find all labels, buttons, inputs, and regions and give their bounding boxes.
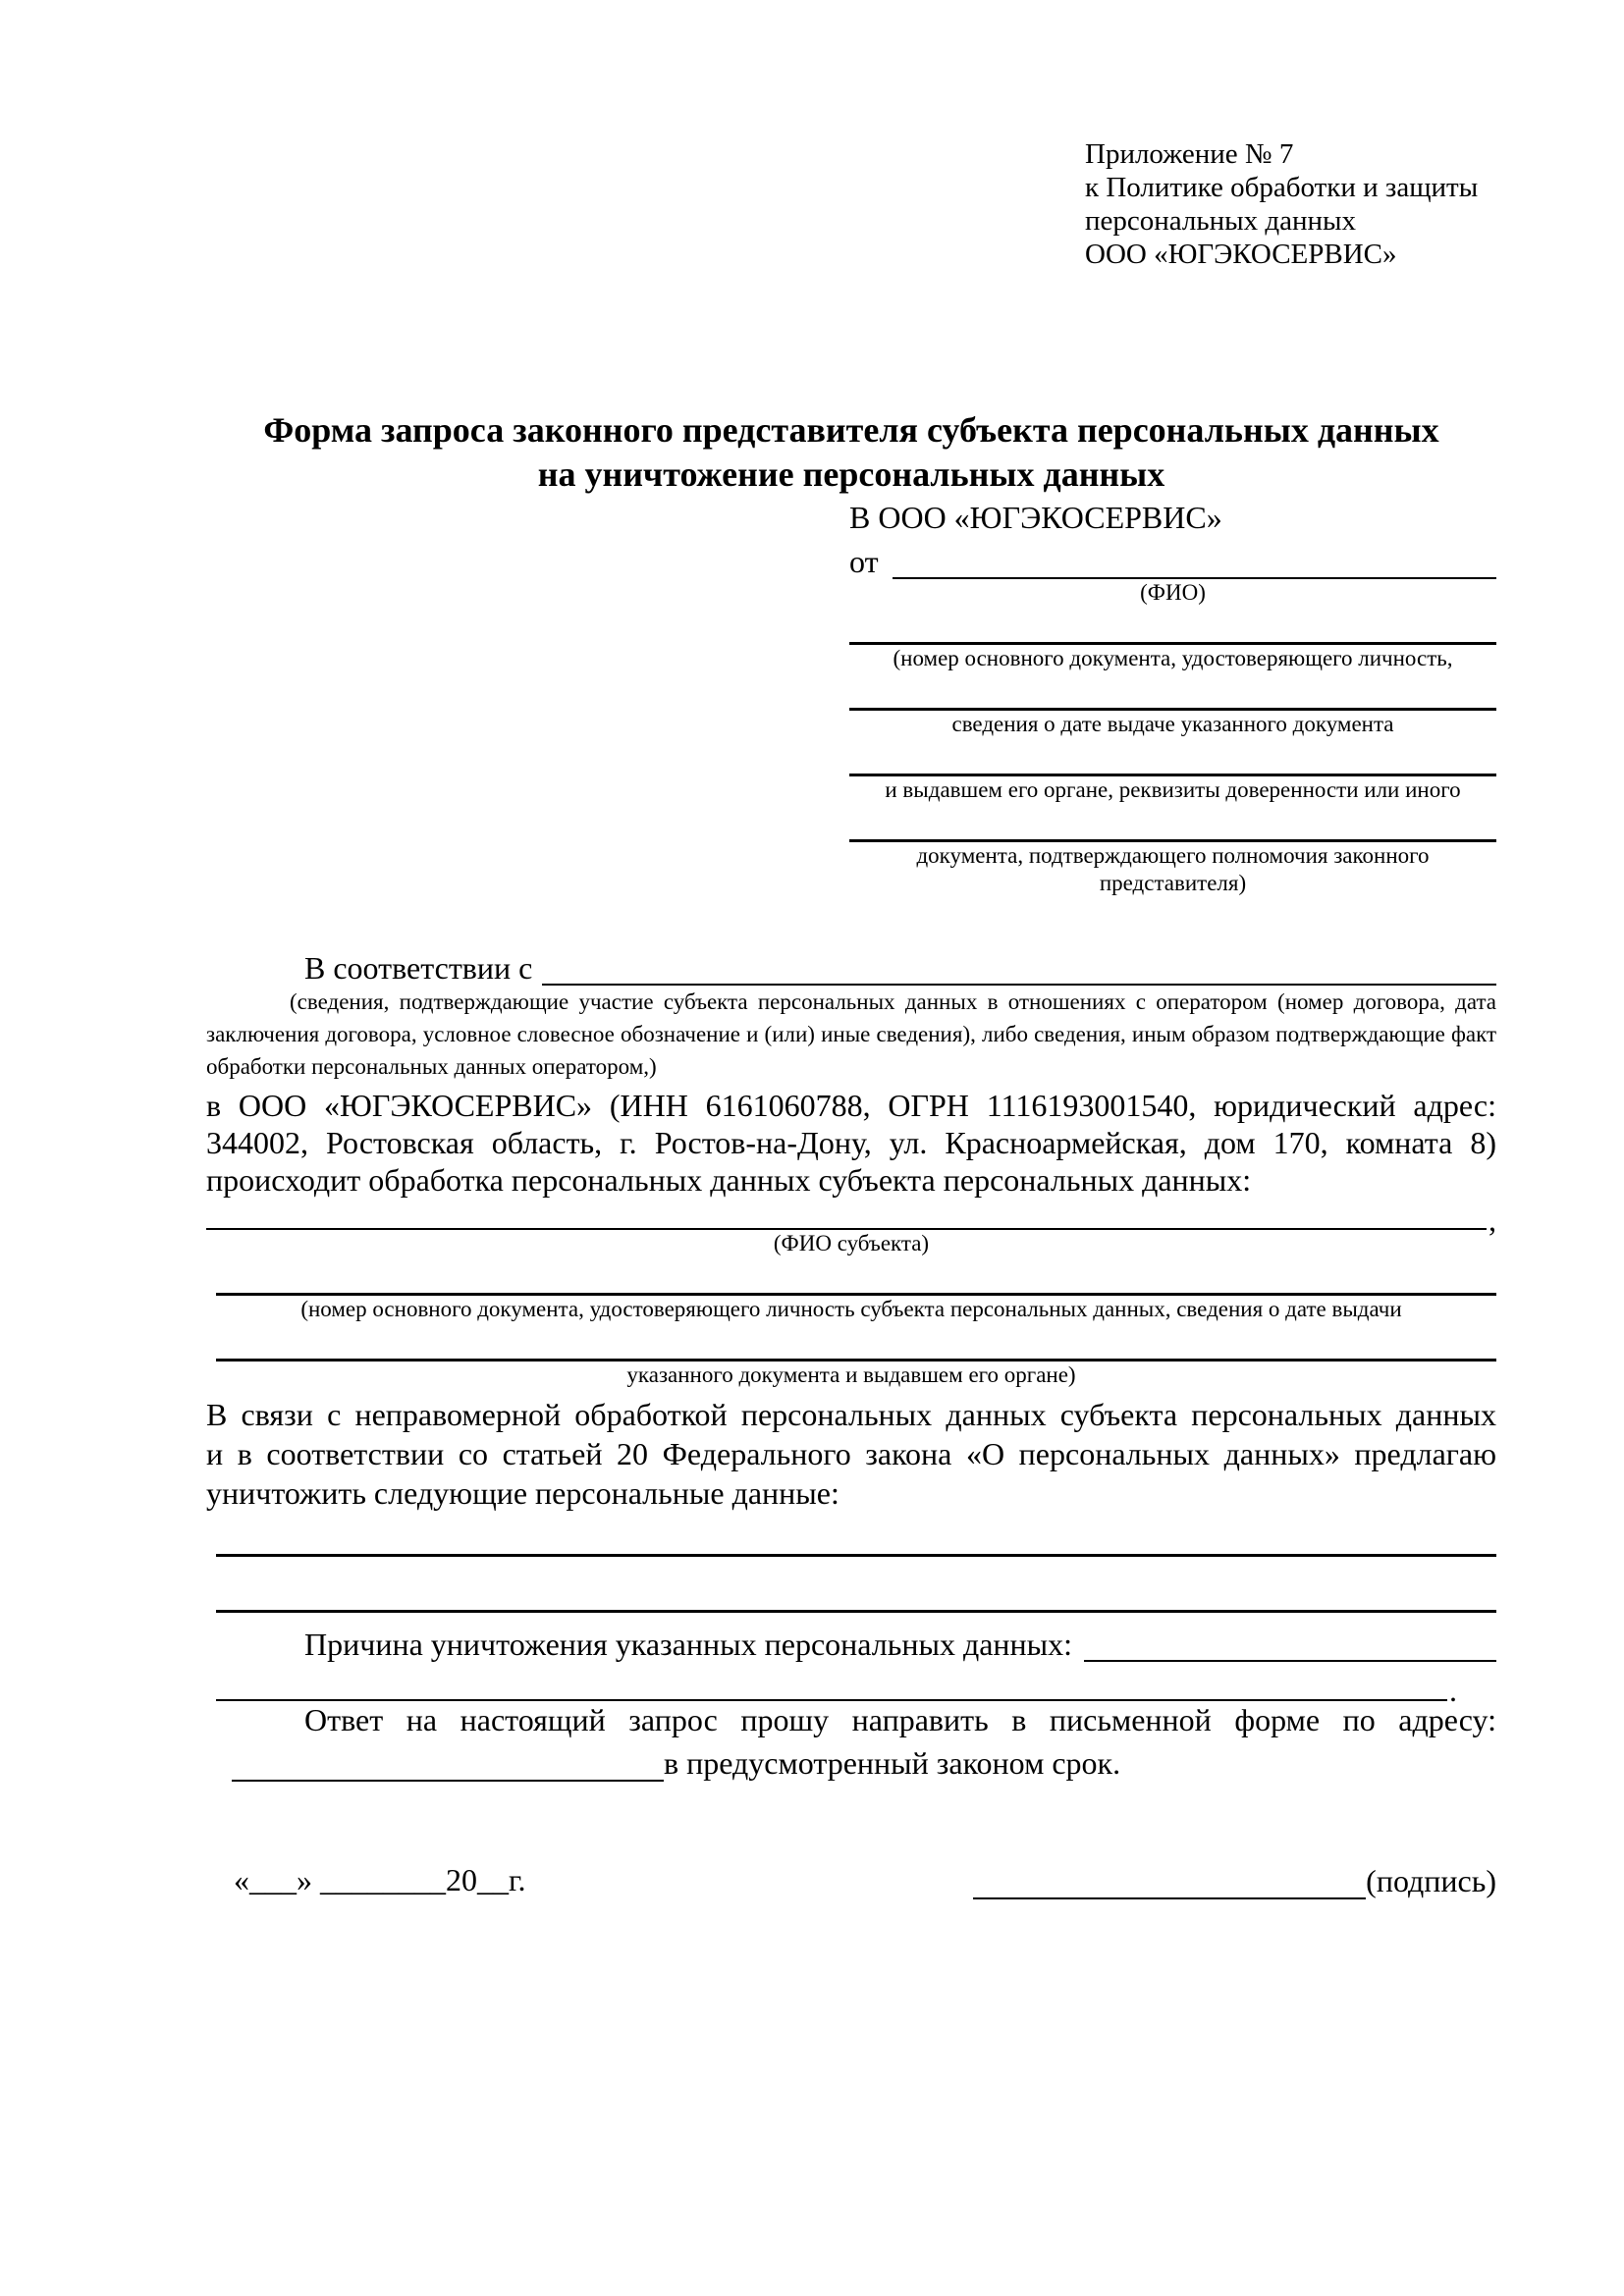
accordance-note-line-3: обработки персональных данных оператором,): [206, 1054, 657, 1079]
annex-line-3: персональных данных: [1085, 205, 1357, 237]
reason-blank-line: [1084, 1619, 1496, 1662]
operator-paragraph-line-1: в ООО «ЮГЭКОСЕРВИС» (ИНН 6161060788, ОГРН 1116193001540, юридический адрес:: [206, 1088, 1496, 1123]
issuing-authority-caption: и выдавшем его органе, реквизиты доверенности или иного: [885, 777, 1461, 802]
request-paragraph: [206, 1395, 1496, 1513]
reason-continuation-blank-line: [216, 1660, 1447, 1701]
blank-line-issue-date: [849, 672, 1496, 711]
operator-paragraph: [206, 1087, 1496, 1199]
issue-date-caption: сведения о дате выдаче указанного документа: [951, 712, 1394, 736]
fio-caption: (ФИО): [1140, 580, 1206, 605]
blank-line-document-number: [849, 607, 1496, 645]
response-address-blank-line: [232, 1736, 664, 1782]
reason-label: Причина уничтожения указанных персональных данных:: [304, 1627, 1073, 1662]
subject-authority-blank-line: [216, 1323, 1496, 1362]
annex-line-4: ООО «ЮГЭКОСЕРВИС»: [1085, 239, 1397, 270]
data-to-destroy-blank-line-2: [216, 1557, 1496, 1613]
title-line-2: на уничтожение персональных данных: [537, 454, 1165, 494]
subject-name-blank-line: [206, 1197, 1487, 1230]
signature-blank-line: [973, 1864, 1366, 1899]
from-field-row: [849, 538, 1496, 579]
addressee-block: [849, 497, 1496, 897]
reason-row: [206, 1621, 1496, 1662]
from-blank-line: [893, 536, 1496, 579]
accordance-blank-line: [542, 942, 1496, 986]
annex-line-2: к Политике обработки и защиты: [1085, 172, 1479, 203]
reason-continuation-row: [216, 1662, 1496, 1708]
request-paragraph-line-2: и в соответствии со статьей 20 Федерального закона «О персональных данных» предлагаю: [206, 1436, 1496, 1471]
from-label: от: [849, 544, 879, 579]
accordance-row: [206, 944, 1496, 986]
subject-document-caption-1: (номер основного документа, удостоверяющего личность субъекта персональных данных, сведения о дате выдачи: [300, 1297, 1402, 1321]
accordance-note-line-2: заключения договора, условное словесное обозначение и (или) иные сведения), либо сведения, иным образом подтверждающие факт: [206, 1022, 1496, 1046]
annex-block: [1085, 137, 1496, 271]
signature-caption: (подпись): [1366, 1863, 1496, 1898]
blank-line-issuing-authority: [849, 738, 1496, 776]
title-line-1: Форма запроса законного представителя субъекта персональных данных: [263, 410, 1439, 450]
data-to-destroy-blank-line-1: [216, 1513, 1496, 1557]
accordance-note-line-1: (сведения, подтверждающие участие субъекта персональных данных в отношениях с оператором (номер договора, дата: [290, 989, 1496, 1014]
subject-fio-caption: (ФИО субъекта): [773, 1231, 930, 1255]
operator-paragraph-line-3: происходит обработка персональных данных субъекта персональных данных:: [206, 1162, 1252, 1198]
subject-name-comma: ,: [1489, 1202, 1496, 1238]
operator-paragraph-line-2: 344002, Ростовская область, г. Ростов-на-Дону, ул. Красноармейская, дом 170, комната 8): [206, 1125, 1496, 1160]
signature-group: [973, 1862, 1496, 1899]
accordance-note: [206, 986, 1496, 1083]
reason-period: .: [1449, 1673, 1457, 1708]
accordance-lead: В соответствии с: [304, 950, 533, 986]
response-address-row: [232, 1738, 1496, 1782]
authority-document-caption: документа, подтверждающего полномочия законного представителя): [916, 843, 1430, 895]
subject-document-blank-line: [216, 1257, 1496, 1296]
signing-row: [206, 1860, 1496, 1899]
blank-line-authority-document: [849, 804, 1496, 842]
response-tail: в предусмотренный законом срок.: [664, 1745, 1121, 1781]
subject-document-caption-2: указанного документа и выдавшем его органе): [626, 1362, 1076, 1387]
document-number-caption: (номер основного документа, удостоверяющего личность,: [893, 646, 1453, 670]
document-title: [206, 408, 1496, 497]
request-paragraph-line-3: уничтожить следующие персональные данные:: [206, 1475, 839, 1511]
annex-line-1: Приложение № 7: [1085, 138, 1294, 170]
date-template: «___» ________20__г.: [234, 1862, 526, 1897]
request-paragraph-line-1: В связи с неправомерной обработкой персональных данных субъекта персональных данных: [206, 1397, 1496, 1432]
response-sentence: Ответ на настоящий запрос прошу направить в письменной форме по адресу:: [304, 1702, 1496, 1737]
subject-name-row: [206, 1199, 1496, 1238]
addressee-organization: В ООО «ЮГЭКОСЕРВИС»: [849, 500, 1222, 535]
